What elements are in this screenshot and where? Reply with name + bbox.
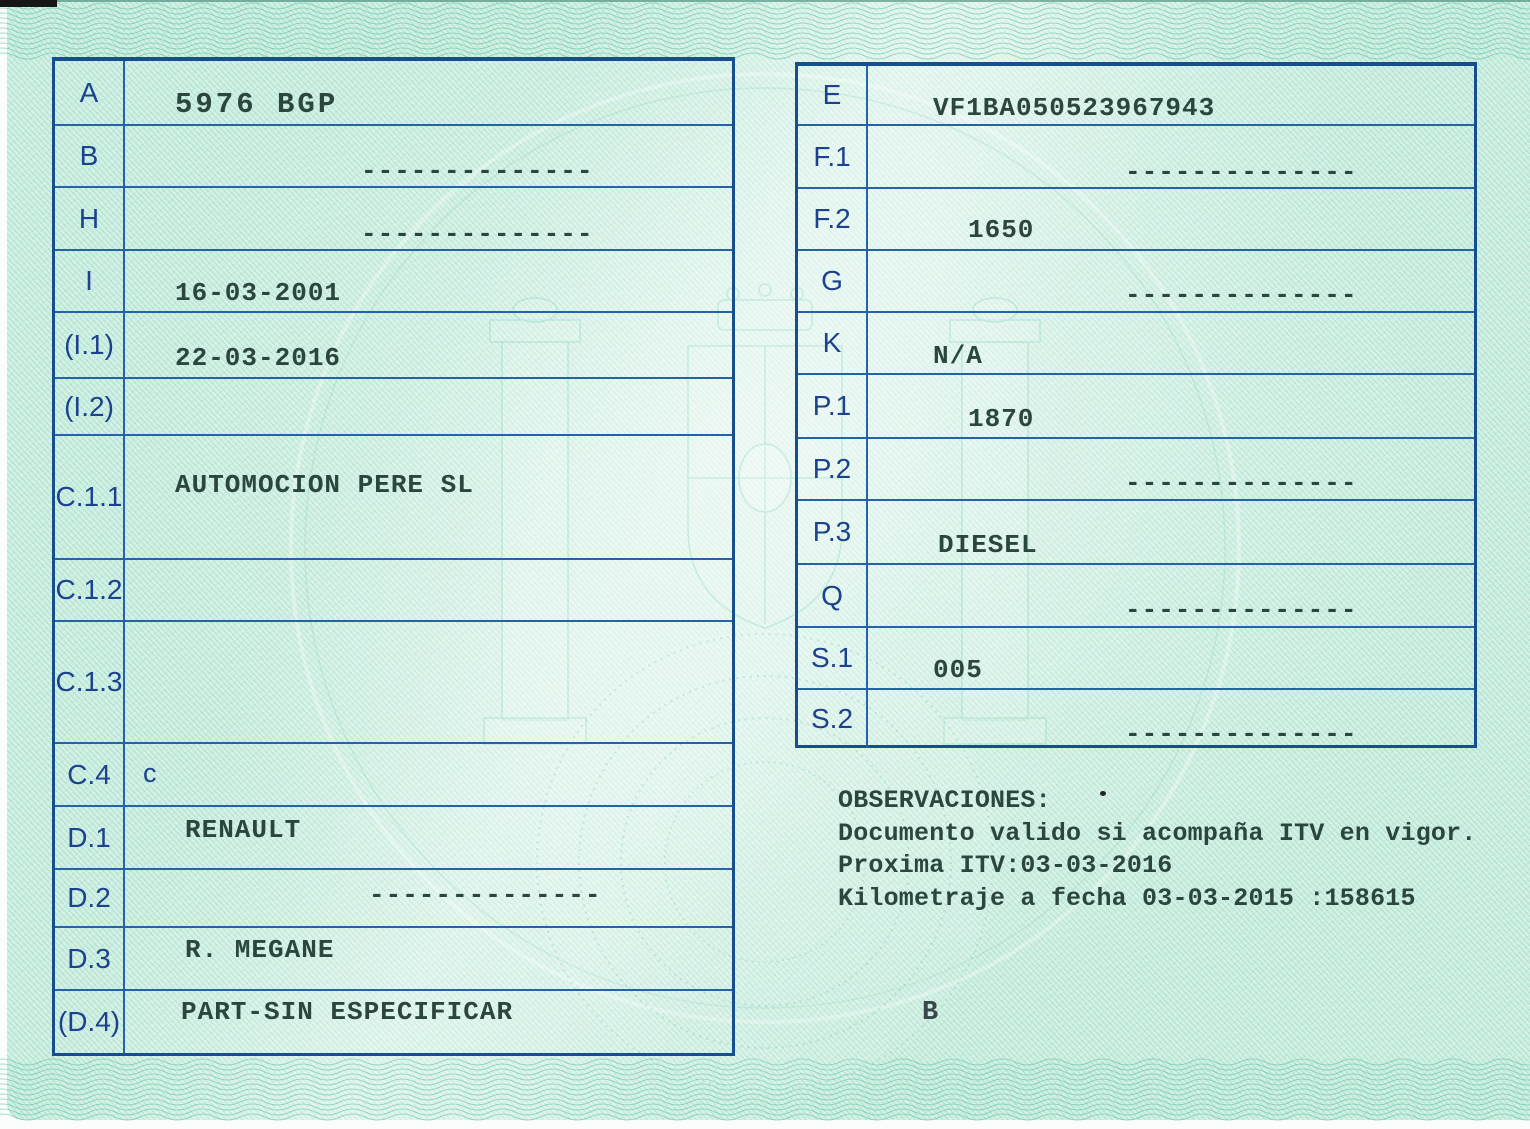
field-row-B: [55, 126, 732, 188]
field-row-D2: [55, 870, 732, 928]
vehicle-data-table-right: [795, 62, 1477, 748]
field-code: F.1: [798, 126, 868, 187]
field-code: G: [798, 251, 868, 311]
field-row-P2: [798, 439, 1474, 501]
field-code: C.1.1: [55, 436, 125, 558]
field-code: Q: [798, 565, 868, 626]
field-value: --------------: [369, 880, 602, 910]
field-code: P.3: [798, 501, 868, 563]
field-code: H: [55, 188, 125, 249]
field-code: I: [55, 251, 125, 311]
field-code: S.1: [798, 628, 868, 688]
field-code: (I.1): [55, 313, 125, 377]
field-value: R. MEGANE: [185, 935, 335, 965]
field-value: --------------: [1125, 719, 1358, 749]
field-row-C12: [55, 560, 732, 622]
field-row-I: [55, 251, 732, 313]
field-value: 1650: [968, 215, 1035, 245]
field-code: C.4: [55, 744, 125, 805]
field-row-P1: [798, 375, 1474, 439]
field-row-I1: [55, 313, 732, 379]
observations-title: OBSERVACIONES:: [838, 786, 1051, 815]
field-code: F.2: [798, 189, 868, 249]
field-value: 16-03-2001: [175, 278, 342, 308]
observations-line: Kilometraje a fecha 03-03-2015 :158615: [838, 883, 1416, 913]
field-code: C.1.2: [55, 560, 125, 620]
field-row-D4: [55, 991, 732, 1053]
field-code: P.1: [798, 375, 868, 437]
field-value: --------------: [1125, 468, 1358, 498]
paper-top-edge: [0, 0, 1530, 2]
field-value: VF1BA050523967943: [933, 93, 1216, 123]
field-code: D.3: [55, 928, 125, 989]
field-row-G: [798, 251, 1474, 313]
field-value: RENAULT: [185, 815, 302, 845]
field-row-S2: [798, 690, 1474, 748]
field-code: B: [55, 126, 125, 186]
field-row-F2: [798, 189, 1474, 251]
field-code: D.1: [55, 807, 125, 868]
field-value: PART-SIN ESPECIFICAR: [181, 997, 514, 1027]
field-row-A: [55, 61, 732, 126]
field-value: 1870: [968, 404, 1035, 434]
field-row-S1: [798, 628, 1474, 690]
field-code: S.2: [798, 690, 868, 748]
field-value: --------------: [1125, 280, 1358, 310]
field-row-K: [798, 313, 1474, 375]
field-row-H: [55, 188, 732, 251]
field-value: 22-03-2016: [175, 343, 342, 373]
field-value: --------------: [1125, 595, 1358, 625]
observations-line: Proxima ITV:03-03-2016: [838, 851, 1173, 880]
field-value: 005: [933, 655, 983, 685]
field-value: N/A: [933, 341, 983, 371]
field-row-F1: [798, 126, 1474, 189]
observations-section: [838, 785, 1477, 915]
field-row-I2: [55, 379, 732, 436]
field-row-D1: [55, 807, 732, 870]
field-value: AUTOMOCION PERE SL: [175, 470, 474, 500]
field-code: D.2: [55, 870, 125, 926]
field-value: --------------: [361, 219, 594, 249]
field-row-C13: [55, 622, 732, 744]
field-code: P.2: [798, 439, 868, 499]
field-value: --------------: [361, 156, 594, 186]
field-code: C.1.3: [55, 622, 125, 742]
field-code: E: [798, 66, 868, 124]
field-row-Q: [798, 565, 1474, 628]
field-row-D3: [55, 928, 732, 991]
field-code: A: [55, 61, 125, 124]
field-row-C11: [55, 436, 732, 560]
field-value: DIESEL: [938, 530, 1038, 560]
field-code: (I.2): [55, 379, 125, 434]
vehicle-data-table-left: [52, 57, 735, 1056]
observations-line: Documento valido si acompaña ITV en vigor.: [838, 818, 1477, 848]
field-value: --------------: [1125, 157, 1358, 187]
field-row-C4: [55, 744, 732, 807]
field-code: (D.4): [55, 991, 125, 1053]
scan-artifact: [0, 0, 57, 7]
field-row-E: [798, 66, 1474, 126]
field-value: 5976 BGP: [175, 88, 339, 121]
ink-dot-artifact: [1100, 791, 1106, 796]
page-letter: B: [922, 998, 939, 1028]
field-value: c: [143, 758, 158, 788]
field-code: K: [798, 313, 868, 373]
field-row-P3: [798, 501, 1474, 565]
